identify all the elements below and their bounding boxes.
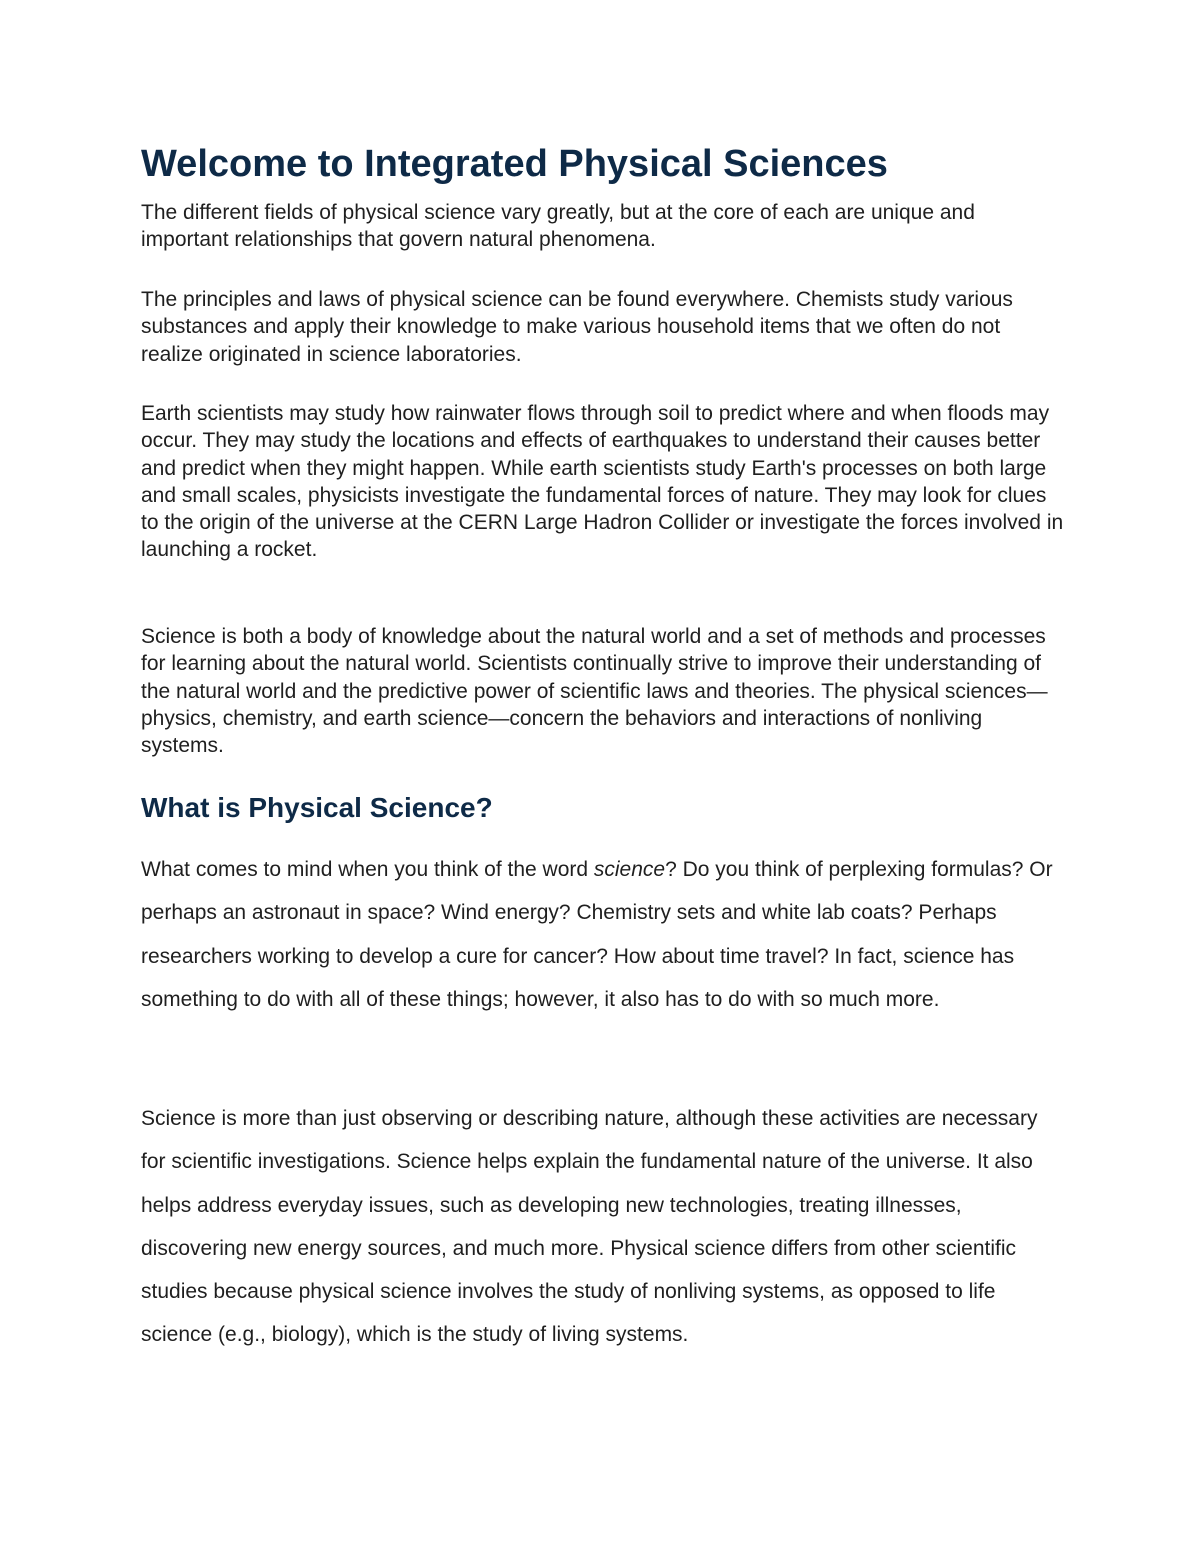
intro-paragraph-2: The principles and laws of physical science can be found everywhere. Chemists study various substances and apply their knowledge to make various household items that we often do not realize originated in science laboratories. [141,288,1013,366]
intro-paragraph-3: Earth scientists may study how rainwater flows through soil to predict where and when floods may occur. They may study the locations and effects of earthquakes to understand their causes better and predict when they might happen. While earth scientists study Earth's processes on both large and small scales, physicists investigate the fundamental forces of nature. They may look for clues to the origin of the universe at the CERN Large Hadron Collider or investigate the forces involved in launching a rocket. [141,402,1064,562]
section-paragraph-2: Science is more than just observing or describing nature, although these activities are necessary for scientific investigations. Science helps explain the fundamental nature of the universe. It also helps address everyday issues, such as developing new technologies, treating illnesses, discovering new energy sources, and much more. Physical science differs from other scientific studies because physical science involves the study of nonliving systems, as opposed to life science (e.g., biology), which is the study of living systems. [141,1107,1038,1347]
emphasis-word: science [593,858,666,881]
intro-paragraph-4: Science is both a body of knowledge about the natural world and a set of methods and processes for learning about the natural world. Scientists continually strive to improve their understanding of the natural world and the predictive power of scientific laws and theories. The physical sciences—physics, chemistry, and earth science—concern the behaviors and interactions of nonliving systems. [141,625,1048,758]
section-paragraph-1-rest: ? Do you think of perplexing formulas? Or perhaps an astronaut in space? Wind energy? Chemistry sets and white lab coats? Perhaps researchers working to develop a cure for cancer? How about time travel? In fact, science has something to do with all of these things; however, it also has to do with so much more. [141,858,1053,1011]
page-title: Welcome to Integrated Physical Sciences [141,143,888,185]
section-paragraph-1 [141,848,1066,1021]
section-paragraph-1-lead: What comes to mind when you think of the word [141,858,594,881]
intro-paragraph-1: The different fields of physical science vary greatly, but at the core of each are unique and important relationships that govern natural phenomena. [141,201,975,252]
section-heading: What is Physical Science? [141,792,493,823]
